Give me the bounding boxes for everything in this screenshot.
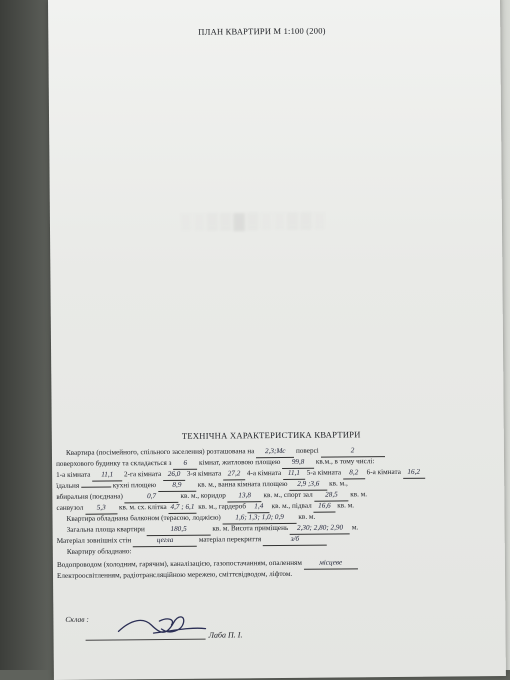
storeys-value: 2 [320, 445, 384, 457]
line-3: 1-а кімната 11,1 2-га кімната 26,0 3-я кімната 27,2 4-а кімната 11,1 5-а кімната 8,2 6-а кімната 16,2 [56, 467, 425, 482]
basement-value: 16,6 [313, 501, 335, 513]
room3-value: 27,2 [223, 468, 245, 480]
balcony-value: 1,6; 1,3; 1,0; 0,9 [223, 512, 297, 524]
height-value: 2,30; 2,80; 2,90 [290, 522, 350, 534]
line-5: вбиральня (поєднана) 0,7 кв. м., коридор 13,8 кв. м., спорт зал 28,5 кв. м. [56, 490, 368, 501]
floor-value: 2,3;Мс [256, 446, 294, 458]
room2-value: 26,0 [163, 469, 185, 481]
ceiling-material-value: з/б [263, 534, 327, 546]
room6-value: 16,2 [403, 467, 425, 479]
sport-hall-value: 28,5 [314, 489, 348, 501]
line-2: поверхового будинку та складається з 6 кімнат, житловою площею 99,8 кв.м., в тому числі: [56, 457, 375, 468]
room4-value: 11,1 [283, 468, 305, 480]
line-12: Електроосвітленням, радіотрансляційною мережею, сміттєвідводом, ліфтом. [56, 569, 293, 580]
stair-cell-value: 4,7 ; 6,1 [168, 502, 196, 514]
corridor-value: 13,8 [228, 490, 262, 502]
line-7: Квартира обладнана балконом (терасою, лоджією) 1,6; 1,3; 1,0; 0,9 кв. м. [66, 512, 316, 523]
kitchen-value: 8,9 [158, 480, 196, 492]
heating-value: місцеве [304, 557, 358, 569]
sanuzol-value: 5,3 [85, 502, 117, 514]
dining-value [81, 486, 111, 487]
line-11: Водопроводом (холодним, гарячим), каналізацією, газопостачанням, опаленням місцеве [57, 557, 358, 571]
line-6: санвузол 5,3 кв. м. сх. клітка 4,7 ; 6,1 кв. м., гардероб 1,4 кв. м., підвал 16,6 кв. м. [56, 500, 354, 514]
total-area-value: 180,5 [147, 524, 211, 536]
bleed-through-text: ░░▒▒▓▒░░▒▒░ [179, 212, 328, 231]
tech-characteristics-title: ТЕХНІЧНА ХАРАКТЕРИСТИКА КВАРТИРИ [181, 429, 361, 441]
line-9: Матеріал зовнішніх стін цегла матеріал перекриття з/б [57, 534, 327, 548]
bathroom-value: 2,9 ;3,6 [289, 479, 327, 491]
toilet-value: 0,7 [125, 491, 179, 503]
living-area-value: 99,8 [282, 457, 314, 469]
signer-name: Лаба П. І. [208, 630, 243, 640]
document-page [48, 0, 506, 680]
characteristics-body [52, 444, 504, 580]
line-10: Квартиру обладнано: [66, 547, 132, 556]
line-1: Квартира (посімейного, спільного заселення) розташована на 2,3;Мс поверсі 2 [66, 445, 385, 459]
line-8: Загальна площа квартири 180,5 кв. м. Висота приміщень 2,30; 2,80; 2,90 м. [66, 523, 359, 534]
room5-value: 8,2 [343, 467, 365, 479]
rooms-count-value: 6 [173, 458, 197, 470]
wall-material-value: цегла [133, 535, 197, 547]
compiled-by-label: Склав : [65, 614, 89, 624]
room1-value: 11,1 [92, 469, 122, 481]
plan-title: ПЛАН КВАРТИРИ М 1:100 (200) [198, 25, 326, 37]
wardrobe-value: 1,4 [248, 501, 270, 513]
line-4: їдальня кухні площею 8,9 кв. м., ванна кімната площею 2,9 ;3,6 кв. м., [56, 479, 348, 490]
